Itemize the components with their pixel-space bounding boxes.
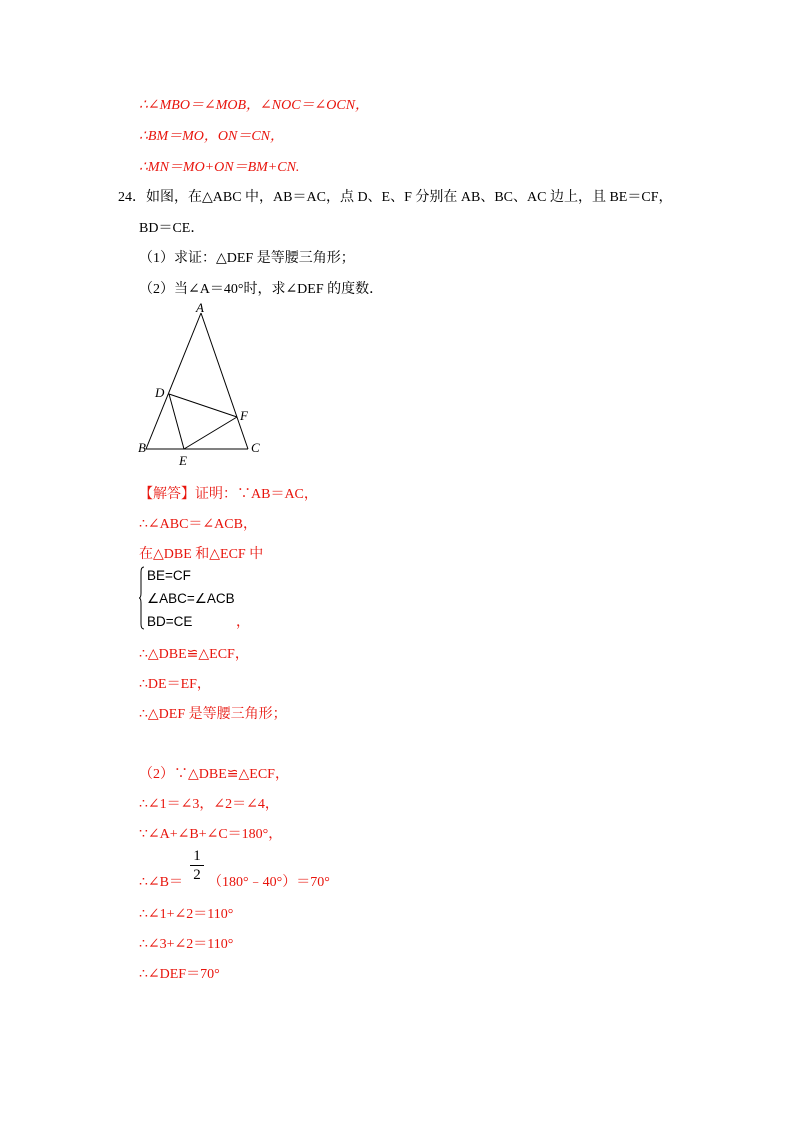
left-brace-icon bbox=[139, 566, 145, 630]
answer-line-2: 在△DBE 和△ECF 中 bbox=[139, 547, 264, 562]
question-text-line-1: 24．如图，在△ABC 中，AB＝AC，点 D、E、F 分别在 AB、BC、AC 边上，且 BE＝CF， bbox=[118, 190, 673, 205]
label-f: F bbox=[240, 408, 248, 423]
part2-line-6: ∴∠3+∠2＝110° bbox=[139, 937, 234, 952]
system-eq-2: ∠ABC=∠ACB bbox=[147, 591, 235, 606]
label-d: D bbox=[155, 385, 165, 400]
part2-line-2: ∴∠1＝∠3，∠2＝∠4， bbox=[139, 797, 279, 812]
prev-answer-line-3: ∴MN＝MO+ON＝BM+CN. bbox=[139, 160, 300, 175]
part2-line-3: ∵∠A+∠B+∠C＝180°， bbox=[139, 827, 283, 842]
system-tail: ， bbox=[236, 615, 250, 630]
part2-line-1: （2）∵△DBE≌△ECF， bbox=[139, 767, 289, 782]
part2-line-5: ∴∠1+∠2＝110° bbox=[139, 907, 234, 922]
prev-answer-line-2: ∴BM＝MO，ON＝CN， bbox=[139, 129, 285, 144]
side-ac bbox=[201, 313, 248, 449]
side-ab bbox=[146, 313, 201, 449]
label-a: A bbox=[196, 300, 204, 315]
answer-line-3: ∴△DBE≌△ECF， bbox=[139, 647, 249, 662]
answer-line-1: ∴∠ABC＝∠ACB， bbox=[139, 517, 257, 532]
part2-line-4-prefix: ∴∠B＝ bbox=[139, 875, 183, 890]
system-eq-1: BE=CF bbox=[147, 568, 191, 583]
answer-line-4: ∴DE＝EF， bbox=[139, 677, 211, 692]
segment-de bbox=[169, 394, 184, 449]
triangle-figure bbox=[134, 300, 274, 470]
part2-line-4-suffix: （180°﹣40°）＝70° bbox=[208, 875, 330, 890]
question-part-2: （2）当∠A＝40°时，求∠DEF 的度数． bbox=[139, 282, 384, 297]
label-c: C bbox=[251, 440, 260, 455]
fraction-numerator: 1 bbox=[193, 848, 201, 864]
question-text-line-2: BD＝CE． bbox=[139, 221, 205, 236]
system-eq-3: BD=CE bbox=[147, 614, 193, 629]
fraction-one-half bbox=[190, 848, 204, 883]
label-e: E bbox=[179, 453, 187, 468]
answer-line-5: ∴△DEF 是等腰三角形； bbox=[139, 707, 287, 722]
answer-heading: 【解答】证明：∵AB＝AC， bbox=[139, 487, 318, 502]
label-b: B bbox=[138, 440, 146, 455]
fraction-bar bbox=[190, 865, 204, 866]
segment-ef bbox=[184, 417, 237, 449]
fraction-denominator: 2 bbox=[193, 867, 201, 883]
question-part-1: （1）求证：△DEF 是等腰三角形； bbox=[139, 251, 355, 266]
part2-line-7: ∴∠DEF＝70° bbox=[139, 967, 220, 982]
prev-answer-line-1: ∴∠MBO＝∠MOB，∠NOC＝∠OCN， bbox=[139, 98, 370, 113]
segment-df bbox=[169, 394, 237, 417]
